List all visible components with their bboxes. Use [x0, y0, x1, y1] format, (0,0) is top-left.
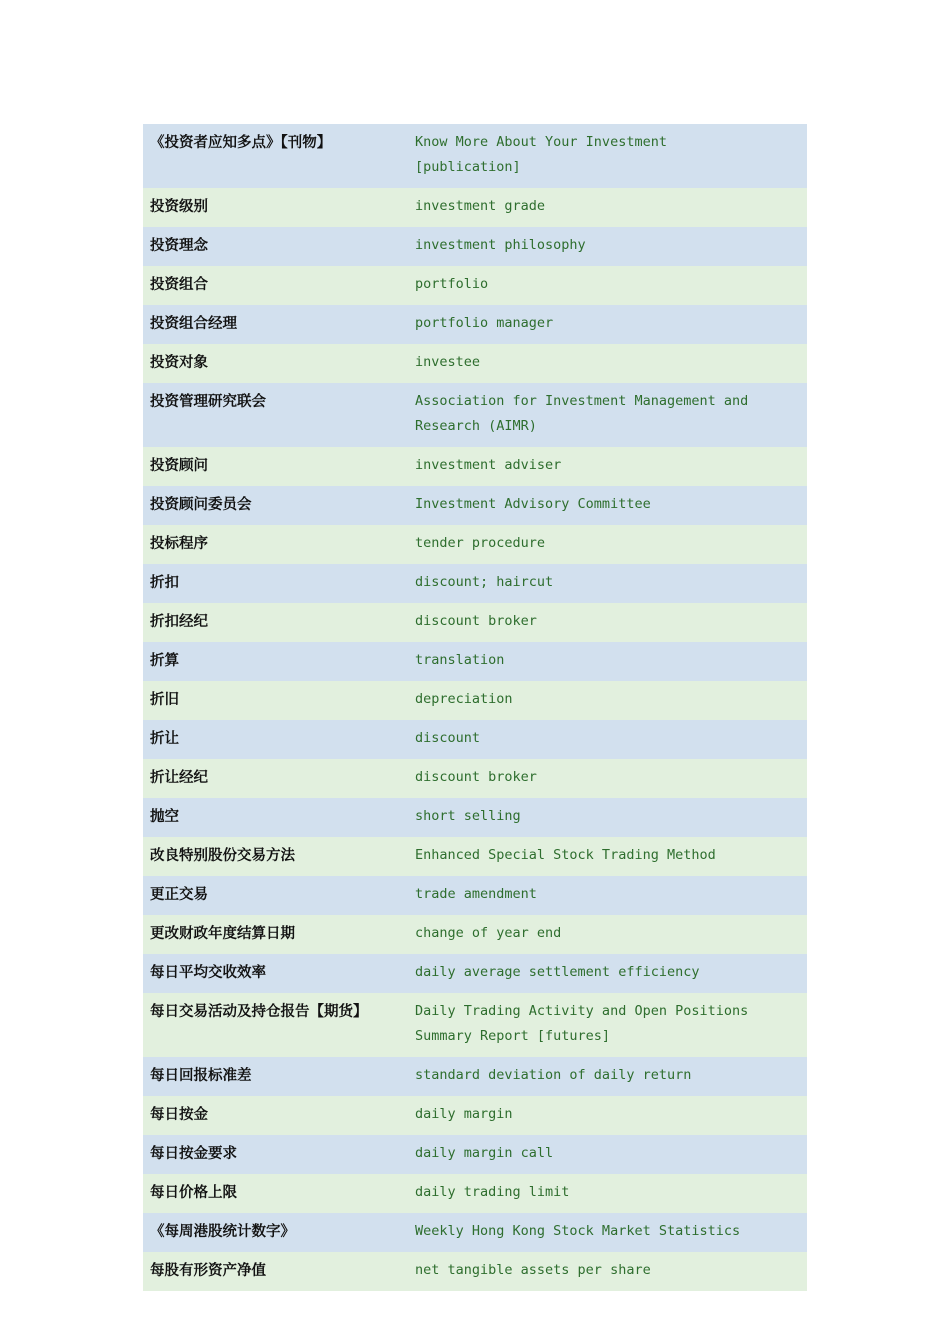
table-row	[143, 1057, 807, 1096]
english-term: net tangible assets per share	[415, 1262, 651, 1278]
chinese-term: 折让	[150, 731, 179, 747]
table-row	[143, 642, 807, 681]
chinese-term: 折旧	[150, 692, 179, 708]
chinese-term: 投资组合经理	[150, 316, 237, 332]
english-term: Investment Advisory Committee	[415, 496, 651, 512]
table-row	[143, 383, 807, 447]
english-term: tender procedure	[415, 535, 546, 551]
chinese-term: 折扣经纪	[150, 614, 208, 630]
english-term: daily trading limit	[415, 1184, 570, 1200]
chinese-term: 抛空	[150, 809, 179, 825]
english-term: portfolio manager	[415, 315, 554, 331]
chinese-term: 投资顾问委员会	[150, 497, 252, 513]
english-term: change of year end	[415, 925, 562, 941]
table-row	[143, 266, 807, 305]
chinese-term: 更正交易	[150, 887, 208, 903]
english-term: translation	[415, 652, 505, 668]
chinese-term: 每股有形资产净值	[150, 1263, 266, 1279]
chinese-term: 折算	[150, 653, 179, 669]
english-term: Know More About Your Investment [publication]	[415, 134, 667, 175]
chinese-term: 《投资者应知多点》【刊物】	[150, 135, 332, 151]
table-row	[143, 876, 807, 915]
table-row	[143, 837, 807, 876]
english-term: discount broker	[415, 769, 537, 785]
chinese-term: 每日价格上限	[150, 1185, 237, 1201]
chinese-term: 更改财政年度结算日期	[150, 926, 295, 942]
table-row	[143, 1135, 807, 1174]
english-term: daily margin	[415, 1106, 513, 1122]
table-row	[143, 486, 807, 525]
table-row	[143, 447, 807, 486]
english-term: portfolio	[415, 276, 489, 292]
table-row	[143, 954, 807, 993]
english-term: investment grade	[415, 198, 546, 214]
table-row	[143, 681, 807, 720]
chinese-term: 折扣	[150, 575, 179, 591]
glossary-table	[143, 124, 807, 1291]
chinese-term: 投资理念	[150, 238, 208, 254]
table-row	[143, 915, 807, 954]
english-term: daily margin call	[415, 1145, 554, 1161]
table-row	[143, 188, 807, 227]
chinese-term: 投资对象	[150, 355, 208, 371]
chinese-term: 每日交易活动及持仓报告【期货】	[150, 1004, 368, 1020]
chinese-term: 每日按金	[150, 1107, 208, 1123]
chinese-term: 《每周港股统计数字》	[150, 1224, 295, 1240]
chinese-term: 改良特别股份交易方法	[150, 848, 295, 864]
english-term: Enhanced Special Stock Trading Method	[415, 847, 716, 863]
english-term: Weekly Hong Kong Stock Market Statistics	[415, 1223, 741, 1239]
table-row	[143, 124, 807, 188]
english-term: daily average settlement efficiency	[415, 964, 700, 980]
table-row	[143, 564, 807, 603]
chinese-term: 折让经纪	[150, 770, 208, 786]
english-term: investment adviser	[415, 457, 562, 473]
table-row	[143, 1252, 807, 1291]
chinese-term: 投资级别	[150, 199, 208, 215]
table-row	[143, 525, 807, 564]
english-term: investment philosophy	[415, 237, 586, 253]
english-term: trade amendment	[415, 886, 537, 902]
table-row	[143, 1174, 807, 1213]
table-row	[143, 344, 807, 383]
chinese-term: 投资管理研究联会	[150, 394, 266, 410]
table-row	[143, 720, 807, 759]
english-term: discount; haircut	[415, 574, 554, 590]
chinese-term: 每日平均交收效率	[150, 965, 266, 981]
table-row	[143, 1213, 807, 1252]
english-term: standard deviation of daily return	[415, 1067, 692, 1083]
table-row	[143, 227, 807, 266]
table-row	[143, 759, 807, 798]
chinese-term: 投资组合	[150, 277, 208, 293]
english-term: Association for Investment Management and Research (AIMR)	[415, 393, 749, 434]
table-row	[143, 798, 807, 837]
table-row	[143, 305, 807, 344]
chinese-term: 投资顾问	[150, 458, 208, 474]
chinese-term: 投标程序	[150, 536, 208, 552]
english-term: discount	[415, 730, 481, 746]
table-row	[143, 603, 807, 642]
english-term: investee	[415, 354, 481, 370]
english-term: depreciation	[415, 691, 513, 707]
table-row	[143, 993, 807, 1057]
chinese-term: 每日按金要求	[150, 1146, 237, 1162]
chinese-term: 每日回报标准差	[150, 1068, 252, 1084]
english-term: discount broker	[415, 613, 537, 629]
english-term: short selling	[415, 808, 521, 824]
table-row	[143, 1096, 807, 1135]
english-term: Daily Trading Activity and Open Positions Summary Report [futures]	[415, 1003, 749, 1044]
